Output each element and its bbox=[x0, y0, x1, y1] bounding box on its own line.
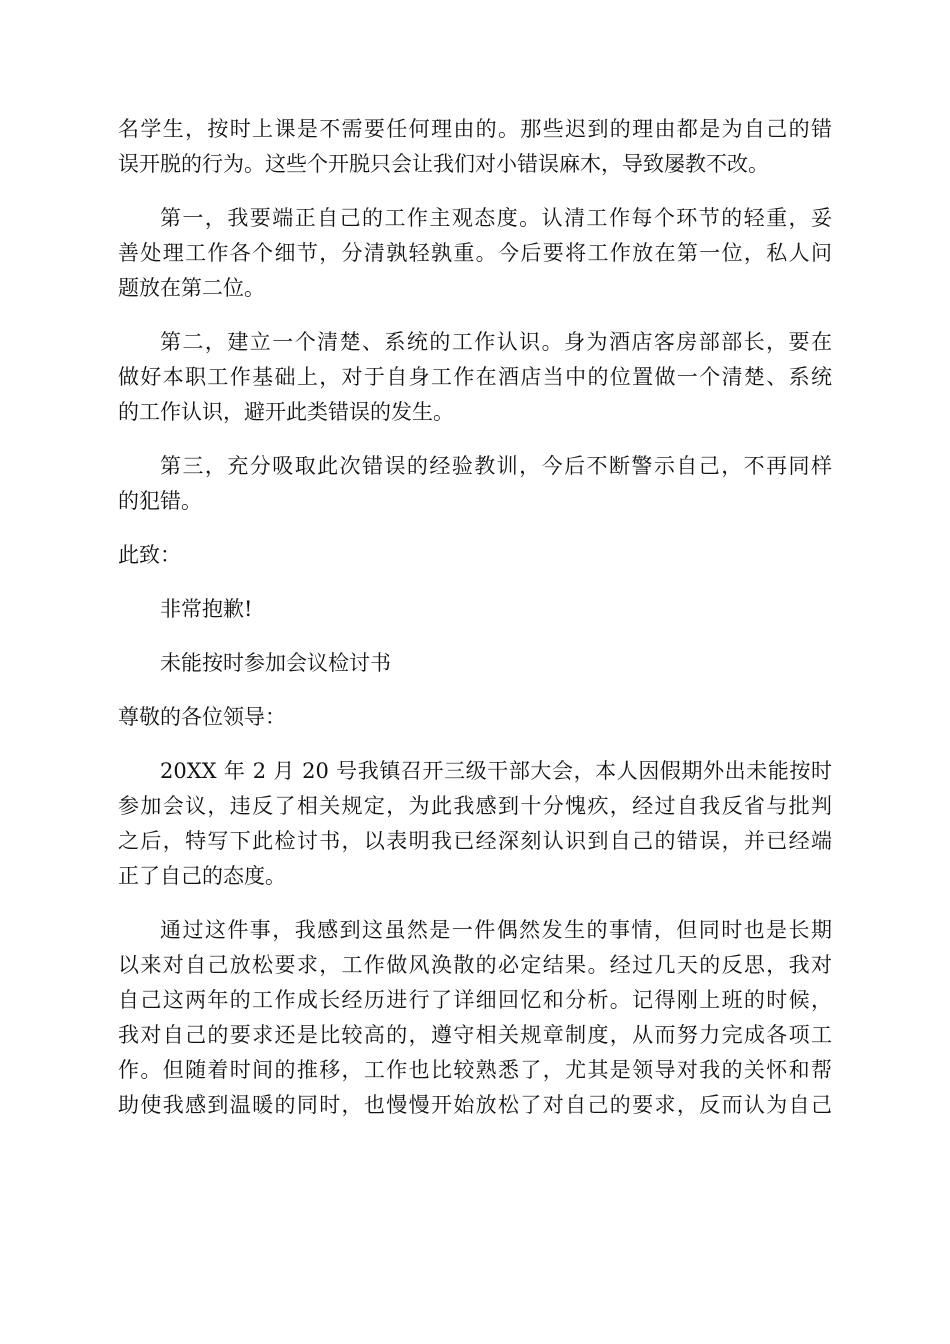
text-line: 以来对自己放松要求，工作做风涣散的必定结果。经过几天的反思，我对 bbox=[118, 953, 832, 977]
text-line: 题放在第二位。 bbox=[118, 276, 265, 300]
text-line: 作。但随着时间的推移，工作也比较熟悉了，尤其是领导对我的关怀和帮 bbox=[118, 1058, 832, 1082]
paragraph-3 bbox=[118, 325, 832, 430]
text-line: 第二，建立一个清楚、系统的工作认识。身为酒店客房部部长，要在 bbox=[160, 330, 832, 354]
text-line: 误开脱的行为。这些个开脱只会让我们对小错误麻木，导致屡教不改。 bbox=[118, 152, 769, 176]
paragraph-2 bbox=[118, 201, 832, 306]
text-line: 助使我感到温暖的同时，也慢慢开始放松了对自己的要求，反而认为自己 bbox=[118, 1093, 832, 1117]
paragraph-1 bbox=[118, 112, 832, 182]
paragraph-6 bbox=[118, 913, 832, 1123]
text-line: 之后，特写下此检讨书，以表明我已经深刻认识到自己的错误，并已经端 bbox=[118, 829, 832, 853]
text-line: 的工作认识，避开此类错误的发生。 bbox=[118, 400, 454, 424]
paragraph-4 bbox=[118, 449, 832, 519]
text-line: 自己这两年的工作成长经历进行了详细回忆和分析。记得刚上班的时候， bbox=[118, 988, 832, 1012]
document-page bbox=[118, 112, 832, 1142]
text-line: 做好本职工作基础上，对于自身工作在酒店当中的位置做一个清楚、系统 bbox=[118, 365, 832, 389]
text-line: 的犯错。 bbox=[118, 489, 202, 513]
text-line: 通过这件事，我感到这虽然是一件偶然发生的事情，但同时也是长期 bbox=[160, 918, 832, 942]
salutation: 尊敬的各位领导： bbox=[118, 705, 286, 729]
text-line: 参加会议，违反了相关规定，为此我感到十分愧疚，经过自我反省与批判 bbox=[118, 794, 832, 818]
document-title: 未能按时参加会议检讨书 bbox=[160, 651, 391, 675]
text-line: 善处理工作各个细节，分清孰轻孰重。今后要将工作放在第一位，私人问 bbox=[118, 241, 832, 265]
text-line: 第三，充分吸取此次错误的经验教训，今后不断警示自己，不再同样 bbox=[160, 454, 832, 478]
text-line: 名学生，按时上课是不需要任何理由的。那些迟到的理由都是为自己的错 bbox=[118, 117, 832, 141]
paragraph-5 bbox=[118, 754, 832, 894]
apology-line: 非常抱歉! bbox=[160, 597, 253, 621]
closing-line: 此致： bbox=[118, 543, 181, 567]
text-line: 正了自己的态度。 bbox=[118, 864, 286, 888]
text-line: 我对自己的要求还是比较高的，遵守相关规章制度，从而努力完成各项工 bbox=[118, 1023, 832, 1047]
text-line: 第一，我要端正自己的工作主观态度。认清工作每个环节的轻重，妥 bbox=[160, 206, 832, 230]
text-line: 20XX 年 2 月 20 号我镇召开三级干部大会，本人因假期外出未能按时 bbox=[160, 759, 832, 783]
